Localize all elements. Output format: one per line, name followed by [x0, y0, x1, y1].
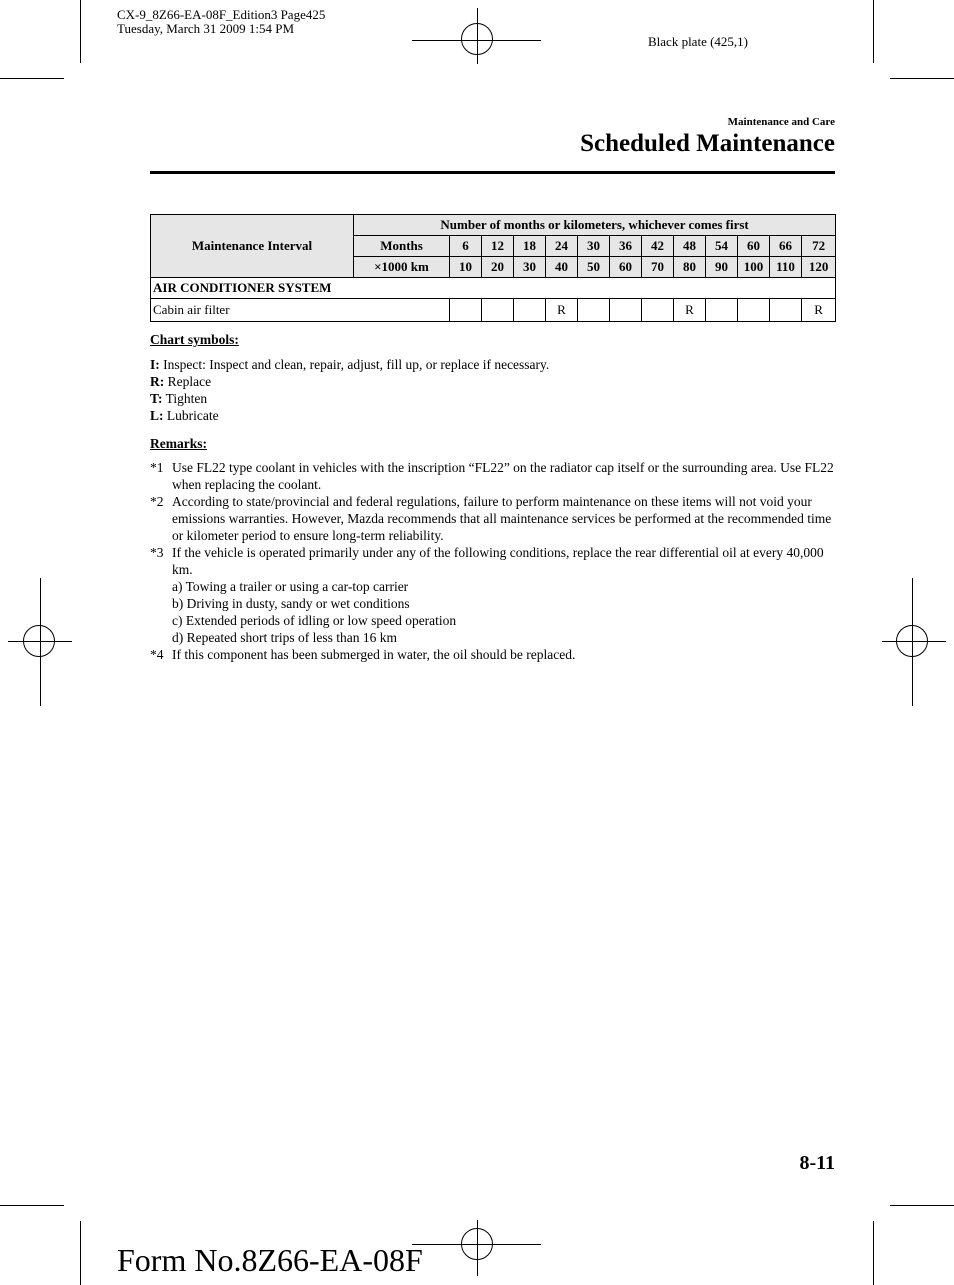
km-cell: 60	[610, 257, 642, 278]
title-rule	[150, 171, 835, 174]
symbol-key: T:	[150, 391, 163, 406]
list-item	[150, 544, 840, 646]
km-cell: 70	[642, 257, 674, 278]
remarks-list	[150, 459, 840, 663]
months-label: Months	[354, 236, 450, 257]
months-cell: 60	[738, 236, 770, 257]
km-cell: 10	[450, 257, 482, 278]
mark-cell	[706, 299, 738, 322]
mark-cell: R	[802, 299, 836, 322]
remark-text: If the vehicle is operated primarily under any of the following conditions, replace the rear differential oil at every 40,000 km.	[172, 545, 824, 577]
km-cell: 100	[738, 257, 770, 278]
km-cell: 120	[802, 257, 836, 278]
remark-subitem: b) Driving in dusty, sandy or wet conditions	[172, 596, 410, 611]
mark-cell	[578, 299, 610, 322]
remark-number: *2	[150, 494, 164, 509]
km-cell: 40	[546, 257, 578, 278]
remark-subitem: c) Extended periods of idling or low speed operation	[172, 613, 457, 628]
symbol-key: I:	[150, 357, 160, 372]
months-cell: 24	[546, 236, 578, 257]
months-cell: 54	[706, 236, 738, 257]
mark-cell	[450, 299, 482, 322]
months-cell: 6	[450, 236, 482, 257]
chart-symbols-list	[150, 356, 840, 424]
interval-span-header: Number of months or kilometers, whichever comes first	[354, 215, 836, 236]
table-row	[151, 299, 836, 322]
maintenance-table	[150, 214, 836, 322]
months-cell: 12	[482, 236, 514, 257]
km-label: ×1000 km	[354, 257, 450, 278]
list-item	[150, 407, 840, 424]
km-cell: 90	[706, 257, 738, 278]
months-cell: 36	[610, 236, 642, 257]
symbol-text: Inspect: Inspect and clean, repair, adjust, fill up, or replace if necessary.	[159, 357, 550, 372]
symbol-text: Replace	[164, 374, 212, 389]
months-cell: 72	[802, 236, 836, 257]
mark-cell: R	[546, 299, 578, 322]
symbol-key: R:	[150, 374, 165, 389]
remark-text: If this component has been submerged in water, the oil should be replaced.	[172, 647, 576, 662]
mark-cell	[770, 299, 802, 322]
remark-text: According to state/provincial and federal regulations, failure to perform maintenance on these items will not void your emissions warranties. However, Mazda recommends that all maintenance services be performed at the recommended time or kilometer period to ensure long-term reliability.	[172, 494, 832, 543]
list-item	[150, 373, 840, 390]
mark-cell	[514, 299, 546, 322]
mark-cell	[738, 299, 770, 322]
km-cell: 30	[514, 257, 546, 278]
months-cell: 66	[770, 236, 802, 257]
print-job-info	[117, 8, 325, 36]
remark-number: *4	[150, 647, 164, 662]
item-label: Cabin air filter	[151, 299, 450, 322]
print-job-line: CX-9_8Z66-EA-08F_Edition3 Page425	[117, 7, 326, 22]
remark-subitem: a) Towing a trailer or using a car-top carrier	[172, 579, 409, 594]
months-cell: 30	[578, 236, 610, 257]
mark-cell	[642, 299, 674, 322]
remark-number: *1	[150, 460, 164, 475]
months-cell: 18	[514, 236, 546, 257]
mark-cell: R	[674, 299, 706, 322]
list-item	[150, 459, 840, 493]
km-cell: 20	[482, 257, 514, 278]
remark-number: *3	[150, 545, 164, 560]
page-number: 8-11	[799, 1152, 835, 1174]
plate-label: Black plate (425,1)	[648, 34, 748, 49]
system-heading: AIR CONDITIONER SYSTEM	[151, 278, 836, 299]
km-cell: 110	[770, 257, 802, 278]
km-cell: 80	[674, 257, 706, 278]
km-cell: 50	[578, 257, 610, 278]
symbol-key: L:	[150, 408, 164, 423]
list-item	[150, 390, 840, 407]
mark-cell	[610, 299, 642, 322]
months-cell: 48	[674, 236, 706, 257]
print-date-line: Tuesday, March 31 2009 1:54 PM	[117, 21, 295, 36]
system-row	[151, 278, 836, 299]
section-label: Maintenance and Care	[727, 116, 835, 128]
symbol-text: Tighten	[162, 391, 208, 406]
mark-cell	[482, 299, 514, 322]
remark-subitem: d) Repeated short trips of less than 16 km	[172, 630, 397, 645]
remark-text: Use FL22 type coolant in vehicles with the inscription “FL22” on the radiator cap itself or the surrounding area. Use FL22 when replacing the coolant.	[172, 460, 834, 492]
page-title: Scheduled Maintenance	[580, 130, 835, 157]
symbol-text: Lubricate	[163, 408, 219, 423]
remarks-heading: Remarks:	[150, 436, 207, 451]
list-item	[150, 356, 840, 373]
months-cell: 42	[642, 236, 674, 257]
maintenance-interval-header: Maintenance Interval	[151, 215, 354, 278]
table-header-row	[151, 215, 836, 236]
list-item	[150, 493, 840, 544]
list-item	[150, 646, 840, 663]
chart-symbols-heading: Chart symbols:	[150, 332, 239, 347]
form-number: Form No.8Z66-EA-08F	[117, 1242, 423, 1278]
